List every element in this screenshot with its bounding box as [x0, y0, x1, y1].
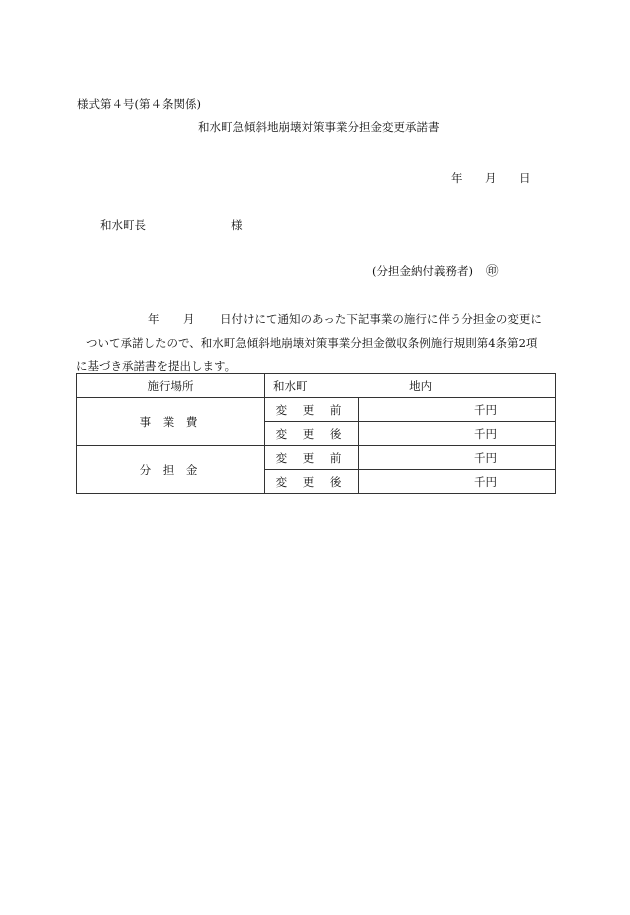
share-before-amount: 千円	[359, 446, 556, 470]
cost-before-amount: 千円	[359, 398, 556, 422]
body-month: 月	[183, 312, 195, 326]
table-row	[77, 398, 556, 422]
share-label: 分 担 金	[77, 446, 265, 494]
date-year: 年	[451, 171, 463, 185]
body-year: 年	[148, 312, 160, 326]
details-table	[76, 373, 556, 494]
addressee-name: 和水町長	[100, 218, 146, 232]
addressee-honorific: 様	[231, 218, 243, 232]
share-before-label: 変 更 前	[265, 446, 359, 470]
date-day: 日	[519, 171, 531, 185]
cost-after-label: 変 更 後	[265, 422, 359, 446]
form-number: 様式第４号(第４条関係)	[77, 97, 201, 111]
seal-mark: ㊞	[486, 263, 499, 278]
place-label-cell: 施行場所	[77, 374, 265, 398]
body-line1: 日付けにて通知のあった下記事業の施行に伴う分担金の変更に	[220, 312, 542, 326]
body-line2: ついて承諾したので、和水町急傾斜地崩壊対策事業分担金徴収条例施行規則第4条第2項	[86, 336, 538, 350]
date-month: 月	[485, 171, 497, 185]
place-town: 和水町	[273, 378, 308, 393]
place-value-cell	[265, 374, 556, 398]
body-line3: に基づき承諾書を提出します。	[76, 359, 237, 373]
cost-before-label: 変 更 前	[265, 398, 359, 422]
share-after-label: 変 更 後	[265, 470, 359, 494]
place-suffix: 地内	[409, 378, 433, 393]
share-after-amount: 千円	[359, 470, 556, 494]
cost-after-amount: 千円	[359, 422, 556, 446]
document-title: 和水町急傾斜地崩壊対策事業分担金変更承諾書	[198, 120, 440, 134]
table-row	[77, 446, 556, 470]
table-row	[77, 374, 556, 398]
obligor-label: (分担金納付義務者)	[372, 264, 473, 278]
project-cost-label: 事 業 費	[77, 398, 265, 446]
